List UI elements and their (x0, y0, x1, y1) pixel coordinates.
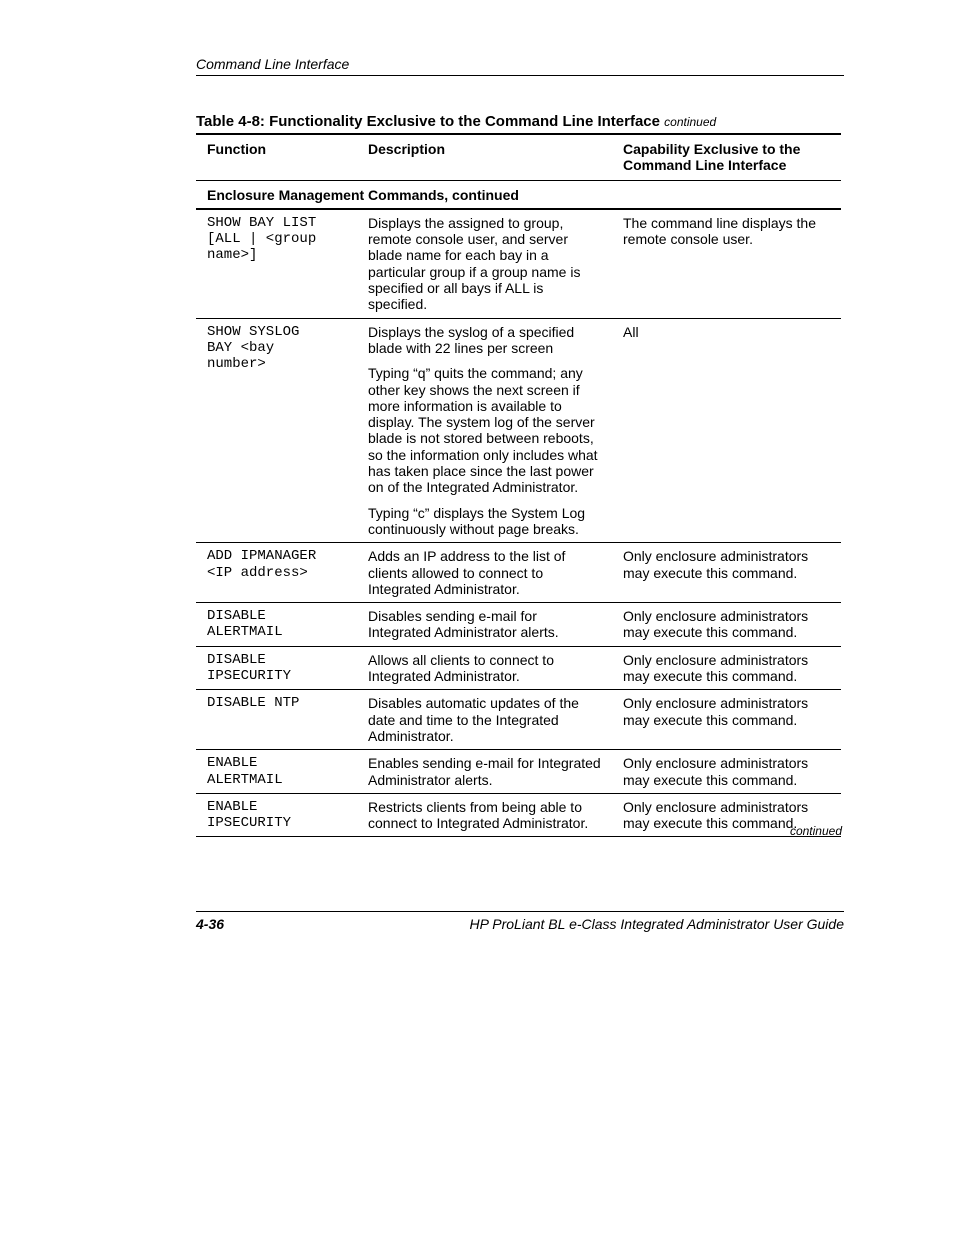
function-cell: ADD IPMANAGER <IP address> (196, 543, 357, 603)
description-paragraph: Typing “q” quits the command; any other key shows the next screen if more information is available to display. The system log of the server blade is not stored between reboots, so the information only includes what has taken place since the last power on of the Integrated Administrator. (368, 365, 598, 496)
description-cell (357, 690, 609, 750)
table-title-continued: continued (664, 115, 717, 129)
table-row (196, 603, 841, 647)
capability-cell: Only enclosure administrators may execute this command. (609, 543, 841, 603)
table-row (196, 646, 841, 690)
capability-cell: Only enclosure administrators may execute this command. (609, 603, 841, 647)
running-header: Command Line Interface (196, 56, 844, 76)
description-cell (357, 646, 609, 690)
column-header-capability: Capability Exclusive to the Command Line Interface (609, 134, 841, 180)
description-cell (357, 318, 609, 543)
column-header-description: Description (357, 134, 609, 180)
description-cell (357, 209, 609, 318)
description-cell (357, 603, 609, 647)
description-paragraph: Typing “c” displays the System Log continuously without page breaks. (368, 504, 586, 537)
table-row (196, 209, 841, 318)
capability-cell: The command line displays the remote console user. (609, 209, 841, 318)
function-cell: DISABLE ALERTMAIL (196, 603, 357, 647)
capability-cell: Only enclosure administrators may execute this command. (609, 690, 841, 750)
description-paragraph: Disables sending e-mail for Integrated Administrator alerts. (368, 608, 559, 641)
column-header-function: Function (196, 134, 357, 180)
capability-cell: Only enclosure administrators may execute this command. (609, 646, 841, 690)
description-paragraph: Displays the assigned to group, remote console user, and server blade name for each bay in a particular group if a group name is specified or all bays if ALL is specified. (368, 214, 581, 313)
description-cell (357, 750, 609, 794)
description-paragraph: Restricts clients from being able to connect to Integrated Administrator. (368, 798, 589, 832)
description-paragraph: Adds an IP address to the list of clients allowed to connect to Integrated Administrator. (368, 548, 566, 597)
function-cell: SHOW SYSLOG BAY <bay number> (196, 318, 357, 543)
table-title-text: Table 4-8: Functionality Exclusive to the Command Line Interface (196, 113, 660, 130)
section-label: Enclosure Management Commands, continued (196, 180, 841, 209)
capability-cell: Only enclosure administrators may execute this command. (609, 750, 841, 794)
guide-title: HP ProLiant BL e-Class Integrated Administrator User Guide (469, 916, 844, 932)
continued-note: continued (789, 824, 842, 838)
description-paragraph: Displays the syslog of a specified blade with 22 lines per screen (368, 323, 575, 356)
function-cell: SHOW BAY LIST [ALL | <group name>] (196, 209, 357, 318)
table-row (196, 543, 841, 603)
function-cell: DISABLE IPSECURITY (196, 646, 357, 690)
description-paragraph: Enables sending e-mail for Integrated Administrator alerts. (368, 755, 601, 788)
section-row (196, 180, 841, 209)
table-row (196, 750, 841, 794)
description-paragraph: Disables automatic updates of the date and time to the Integrated Administrator. (368, 695, 579, 744)
function-cell: ENABLE ALERTMAIL (196, 750, 357, 794)
description-paragraph: Allows all clients to connect to Integrated Administrator. (368, 651, 554, 685)
table-title (196, 113, 841, 131)
function-cell: DISABLE NTP (196, 690, 357, 750)
page-footer (196, 911, 844, 932)
table-row (196, 690, 841, 750)
page-number: 4-36 (196, 916, 225, 932)
description-cell (357, 543, 609, 603)
functionality-table (196, 133, 841, 837)
table-row (196, 318, 841, 543)
function-cell: ENABLE IPSECURITY (196, 793, 357, 837)
capability-cell: Only enclosure administrators may execute this command. (609, 793, 841, 837)
table-header-row (196, 134, 841, 180)
capability-cell: All (609, 318, 841, 543)
